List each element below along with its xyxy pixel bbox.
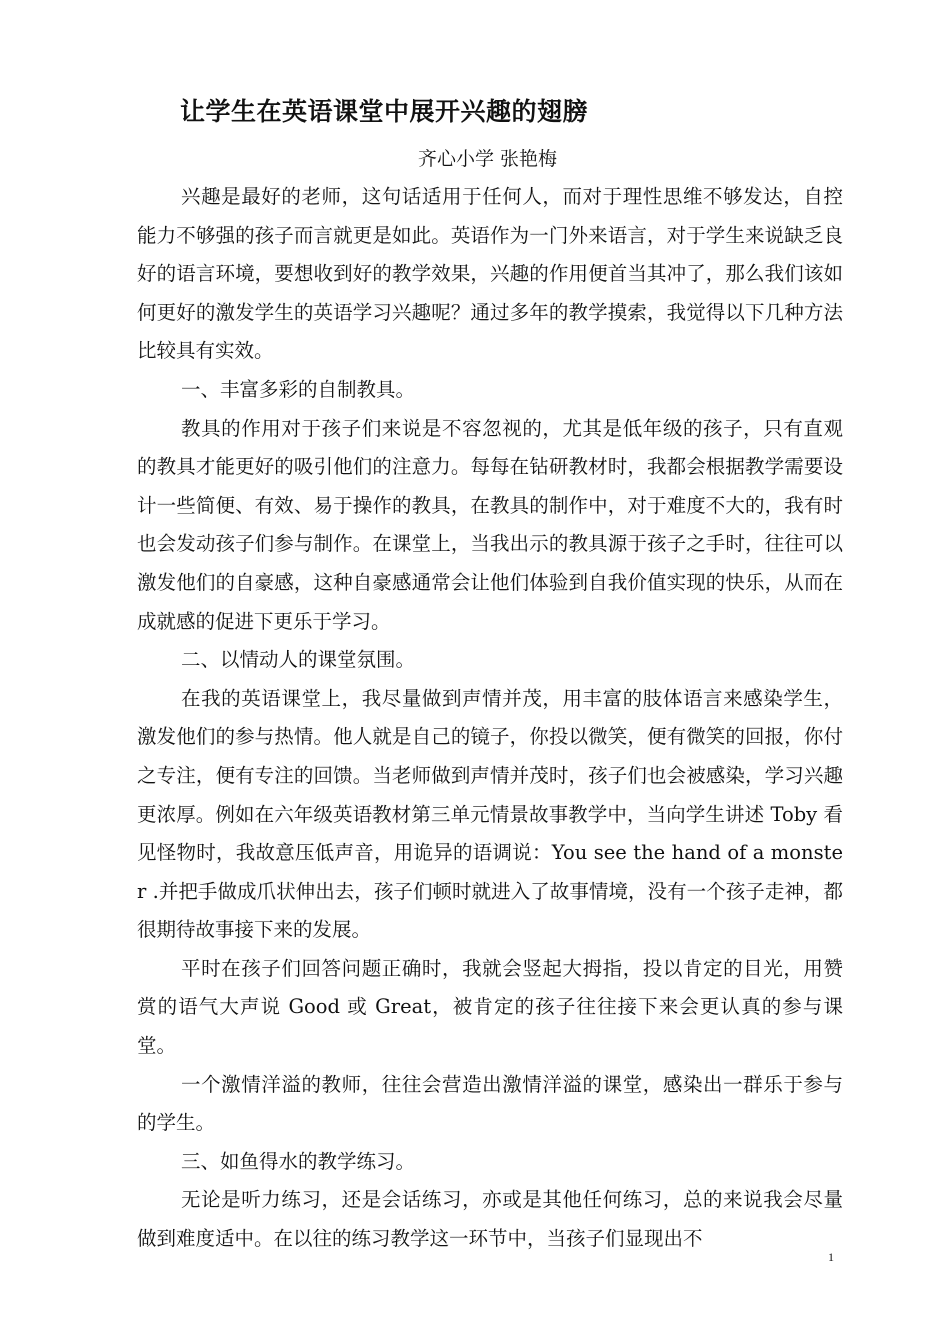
document-title: 让学生在英语课堂中展开兴趣的翅膀 — [180, 97, 589, 126]
section-heading-2: 二、以情动人的课堂氛围。 — [181, 648, 416, 672]
paragraph-section-1: 教具的作用对于孩子们来说是不容忽视的，尤其是低年级的孩子，只有直观的教具才能更好的吸引他们的注意力。每每在钻研教材时，我都会根据教学需要设计一些简便、有效、易于操作的教具，在教具的制作中，对于难度不大的，我有时也会发动孩子们参与制作。在课堂上，当我出示的教具源于孩子之手时，往往可以激发他们的自豪感，这种自豪感通常会让他们体验到自我价值实现的快乐，从而在成就感的促进下更乐于学习。 — [137, 416, 843, 633]
paragraph-section-3: 无论是听力练习，还是会话练习，亦或是其他任何练习，总的来说我会尽量做到难度适中。在以往的练习教学这一环节中，当孩子们显现出不 — [137, 1188, 843, 1251]
paragraph-section-2c: 一个激情洋溢的教师，往往会营造出激情洋溢的课堂，感染出一群乐于参与的学生。 — [137, 1072, 843, 1135]
author-byline: 齐心小学 张艳梅 — [418, 148, 558, 170]
paragraph-section-2a: 在我的英语课堂上，我尽量做到声情并茂，用丰富的肢体语言来感染学生，激发他们的参与热情。他人就是自己的镜子，你投以微笑，便有微笑的回报，你付之专注，便有专注的回馈。当老师做到声情并茂时，孩子们也会被感染，学习兴趣更浓厚。例如在六年级英语教材第三单元情景故事教学中，当向学生讲述 Toby 看见怪物时，我故意压低声音，用诡异的语调说：You see the hand of a monster .并把手做成爪状伸出去，孩子们顿时就进入了故事情境，没有一个孩子走神，都很期待故事接下来的发展。 — [137, 686, 843, 942]
paragraph-intro: 兴趣是最好的老师，这句话适用于任何人，而对于理性思维不够发达，自控能力不够强的孩子而言就更是如此。英语作为一门外来语言，对于学生来说缺乏良好的语言环境，要想收到好的教学效果，兴趣的作用便首当其冲了，那么我们该如何更好的激发学生的英语学习兴趣呢？通过多年的教学摸索，我觉得以下几种方法比较具有实效。 — [137, 185, 843, 363]
page-number: 1 — [828, 1250, 834, 1264]
section-heading-3: 三、如鱼得水的教学练习。 — [181, 1149, 416, 1173]
paragraph-section-2b: 平时在孩子们回答问题正确时，我就会竖起大拇指，投以肯定的目光，用赞赏的语气大声说 Good 或 Great，被肯定的孩子往往接下来会更认真的参与课堂。 — [137, 956, 843, 1058]
document-body — [137, 178, 843, 1259]
section-heading-1: 一、丰富多彩的自制教具。 — [181, 377, 416, 401]
